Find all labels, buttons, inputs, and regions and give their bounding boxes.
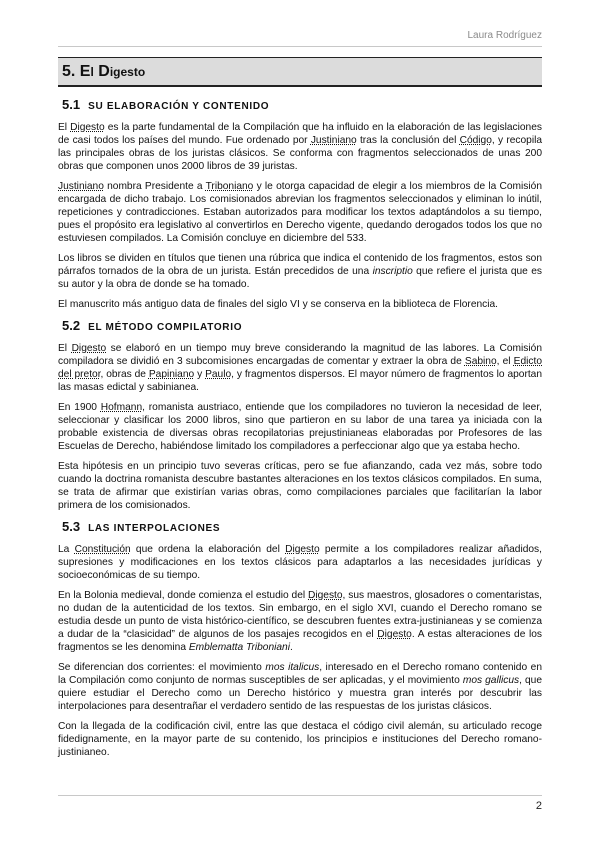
underlined-term: Digesto [377, 629, 412, 640]
underlined-term: Digesto [70, 122, 105, 133]
paragraph: La Constitución que ordena la elaboración del Digesto permite a los compiladores realizar añadidos, supresiones y modificaciones en los textos clásicos para adaptarlos a las necesidades jurídicas y socioeconómicas de su tiempo. [58, 544, 542, 581]
underlined-term: Hofmann [100, 402, 143, 413]
underlined-term: Edicto del pretor [58, 356, 542, 380]
section-heading [58, 97, 542, 115]
paragraph: Los libros se dividen en títulos que tienen una rúbrica que indica el contenido de los fragmentos, estos son párrafos tornados de la obra de un jurista. Están precedidos de una inscriptio que refiere el jurista que es su autor y la obra de donde se ha tomado. [58, 253, 542, 290]
underlined-term: Justiniano [310, 135, 357, 146]
underlined-term: Papiniano [148, 369, 195, 380]
section-title: SU ELABORACIÓN Y CONTENIDO [88, 101, 270, 112]
footer-divider [58, 795, 542, 796]
paragraph: En la Bolonia medieval, donde comienza el estudio del Digesto, sus maestros, glosadores o comentaristas, no dudan de la autenticidad de los textos. Sin embargo, en el siglo XVI, cuando el Derecho romano se estudia desde un punto de vista histórico-científico, se descubren fuentes extra-justinianeas y se comienza a dudar de la “clasicidad” de algunos de los pasajes recogidos en el Digesto. A estas alteraciones de los fragmentos se les denomina Emblematta Triboniani. [58, 590, 543, 653]
paragraph: En 1900 Hofmann, romanista austriaco, entiende que los compiladores no tuvieron la necesidad de leer, seleccionar y clasificar los 2000 libros, sino que partieron en su labor de una tarea ya iniciada con la probable existencia de diversas obras recopilatorias prejustinianeas elaboradas por Profesores de las Escuelas de Derecho, habiéndose limitado los compiladores a perfeccionar algo que ya estaba hecho. [58, 402, 542, 452]
section-heading [58, 519, 542, 537]
chapter-number: 5. [62, 63, 76, 80]
chapter-title-second-rest: igesto [109, 65, 146, 79]
section-number: 5.1 [62, 97, 81, 112]
section-5-3 [58, 519, 542, 759]
underlined-term: Paulo [205, 369, 232, 380]
underlined-term: Digesto [71, 343, 107, 354]
page-number: 2 [535, 800, 542, 812]
italic-term: inscriptio [372, 266, 413, 277]
paragraph: El Digesto se elaboró en un tiempo muy breve considerando la magnitud de las labores. La Comisión compiladora se dividió en 3 subcomisiones encargadas de comentar y extraer la obra de Sabino, el Edicto del pretor, obras de Papiniano y Paulo, y fragmentos dispersos. El mayor número de fragmentos lo aportan las masas edictal y sabinianea. [58, 343, 542, 393]
italic-term: mos gallicus [462, 675, 520, 686]
paragraph: El manuscrito más antiguo data de finales del siglo VI y se conserva en la biblioteca de Florencia. [58, 299, 499, 310]
header-divider [58, 46, 542, 47]
section-heading [58, 318, 542, 336]
underlined-term: Triboniano [205, 181, 254, 192]
paragraph: Con la llegada de la codificación civil, entre las que destaca el código civil alemán, su articulado recoge fidedignamente, en la mayor parte de su contenido, los principios e instituciones del Derecho romano-justinianeo. [58, 721, 542, 758]
italic-term: Emblematta Triboniani [188, 642, 290, 653]
running-header-author: Laura Rodríguez [467, 30, 542, 41]
section-number: 5.2 [62, 318, 81, 333]
section-5-1 [58, 97, 542, 311]
paragraph: El Digesto es la parte fundamental de la Compilación que ha influido en la elaboración de las legislaciones de casi todos los países del mundo. Fue ordenado por Justiniano tras la conclusión del Código, y recopila las principales obras de los juristas clásicos. Se conforma con fragmentos seleccionados de unas 200 obras que componen unos 2000 libros de 39 juristas. [58, 122, 543, 172]
chapter-title-second-initial: D [98, 63, 110, 80]
italic-term: mos italicus [265, 662, 320, 673]
underlined-term: Código [459, 135, 492, 146]
underlined-term: Justiniano [58, 181, 104, 192]
underlined-term: Digesto [285, 544, 320, 555]
chapter-title-first-initial: E [79, 63, 91, 80]
section-title: EL MÉTODO COMPILATORIO [88, 322, 243, 333]
underlined-term: Digesto [308, 590, 343, 601]
paragraph: Justiniano nombra Presidente a Triboniano y le otorga capacidad de elegir a los miembros de la Comisión encargada de dicho trabajo. Los comisionados abrevian los fragmentos seleccionados y eliminan lo inútil, repeticiones y contradicciones. Estaban autorizados para modificar los textos adaptándolos a su tiempo, pues el propósito era legislativo al convertirlos en Derecho vigente, quedando derogados todos los que no estuviesen compilados. La Comisión concluye en diciembre del 533. [58, 181, 542, 244]
underlined-term: Sabino [464, 356, 497, 367]
underlined-term: Constitución [74, 544, 131, 555]
chapter-heading [58, 57, 542, 87]
paragraph: Esta hipótesis en un principio tuvo severas críticas, pero se fue afianzando, cada vez más, sobre todo cuando la doctrina romanista descubre bastantes alteraciones en los textos clásicos compilados. En suma, se trata de afirmar que existirían varias obras, como compilaciones parciales que facilitarían la labor primera de los comisionados. [58, 461, 542, 511]
section-number: 5.3 [62, 519, 81, 534]
section-5-2 [58, 318, 542, 512]
paragraph: Se diferencian dos corrientes: el movimiento mos italicus, interesado en el Derecho romano contenido en la Compilación como conjunto de normas susceptibles de ser aplicadas, y el movimiento mos gallicus, que quiere estudiar el Derecho como un Derecho histórico y muestra gran interés por descubrir las interpolaciones para desentrañar el verdadero sentido de las respuestas de los juristas clásicos. [58, 662, 542, 712]
chapter-title-first-rest: l [90, 65, 94, 79]
page-content [58, 57, 542, 766]
section-title: LAS INTERPOLACIONES [88, 523, 221, 534]
